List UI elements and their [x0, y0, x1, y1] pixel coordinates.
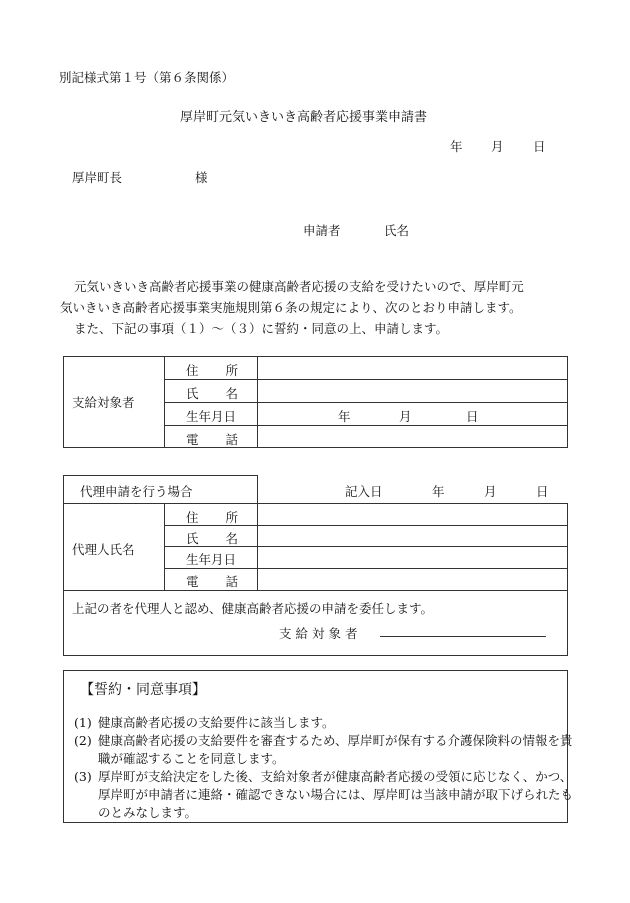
- pledge-item: (2) 健康高齢者応援の支給要件を審査するため、厚岸町が保有する介護保険料の情報を貴職が確認することを同意します。: [74, 733, 573, 766]
- recipient-signature-label: 支給対象者: [279, 626, 362, 641]
- recipient-group-label: 支給対象者: [72, 395, 135, 410]
- delegation-text: 上記の者を代理人と認め、健康高齢者応援の申請を委任します。: [72, 601, 434, 616]
- recipient-address-field[interactable]: [258, 357, 567, 379]
- proxy-group-label: 代理人氏名: [72, 542, 135, 557]
- pledge-item: (1) 健康高齢者応援の支給要件に該当します。: [74, 715, 335, 730]
- date-day-label: 日: [533, 139, 546, 154]
- pledge-heading: 【誓約・同意事項】: [80, 682, 206, 698]
- proxy-birthdate-field[interactable]: [258, 547, 567, 568]
- recipient-name-label: 氏 名: [186, 386, 238, 401]
- proxy-address-label: 住 所: [186, 510, 238, 525]
- date-year-label: 年: [450, 139, 463, 154]
- page-title: 厚岸町元気いきいき高齢者応援事業申請書: [180, 110, 428, 125]
- recipient-phone-field[interactable]: [258, 426, 567, 447]
- recipient-name-field[interactable]: [258, 380, 567, 402]
- proxy-name-label: 氏 名: [186, 531, 238, 546]
- form-label: 別記様式第１号（第６条関係）: [59, 70, 235, 85]
- addressee-name: 厚岸町長: [72, 170, 123, 185]
- proxy-name-field[interactable]: [258, 526, 567, 546]
- recipient-birthdate-field[interactable]: 年 月 日: [338, 409, 479, 424]
- date-month-label: 月: [491, 139, 504, 154]
- pledge-item: (3) 厚岸町が支給決定をした後、支給対象者が健康高齢者応援の受領に応じなく、かつ、厚岸町が申請者に連絡・確認できない場合には、厚岸町は当該申請が取下げられたものとみなします。: [74, 769, 574, 820]
- entry-date-label: 記入日: [345, 484, 383, 499]
- body-line-1: 元気いきいき高齢者応援事業の健康高齢者応援の支給を受けたいので、厚岸町元: [74, 279, 524, 294]
- body-line-3: また、下記の事項（１）～（３）に誓約・同意の上、申請します。: [74, 321, 449, 336]
- proxy-phone-field[interactable]: [258, 569, 567, 590]
- recipient-signature-line[interactable]: [380, 636, 546, 637]
- recipient-address-label: 住 所: [186, 363, 238, 378]
- applicant-label: 申請者: [303, 223, 341, 238]
- body-line-2: 気いきいき高齢者応援事業実施規則第６条の規定により、次のとおり申請します。: [60, 300, 522, 315]
- entry-date-day: 日: [536, 484, 549, 499]
- proxy-phone-label: 電 話: [186, 574, 238, 589]
- proxy-header: 代理申請を行う場合: [80, 484, 193, 499]
- entry-date-month: 月: [484, 484, 497, 499]
- recipient-phone-label: 電 話: [186, 432, 238, 447]
- recipient-birthdate-label: 生年月日: [186, 409, 237, 424]
- applicant-name-label: 氏名: [384, 223, 410, 238]
- entry-date-year: 年: [432, 484, 445, 499]
- proxy-address-field[interactable]: [258, 504, 567, 525]
- addressee-honorific: 様: [195, 170, 208, 185]
- proxy-birthdate-label: 生年月日: [186, 552, 237, 567]
